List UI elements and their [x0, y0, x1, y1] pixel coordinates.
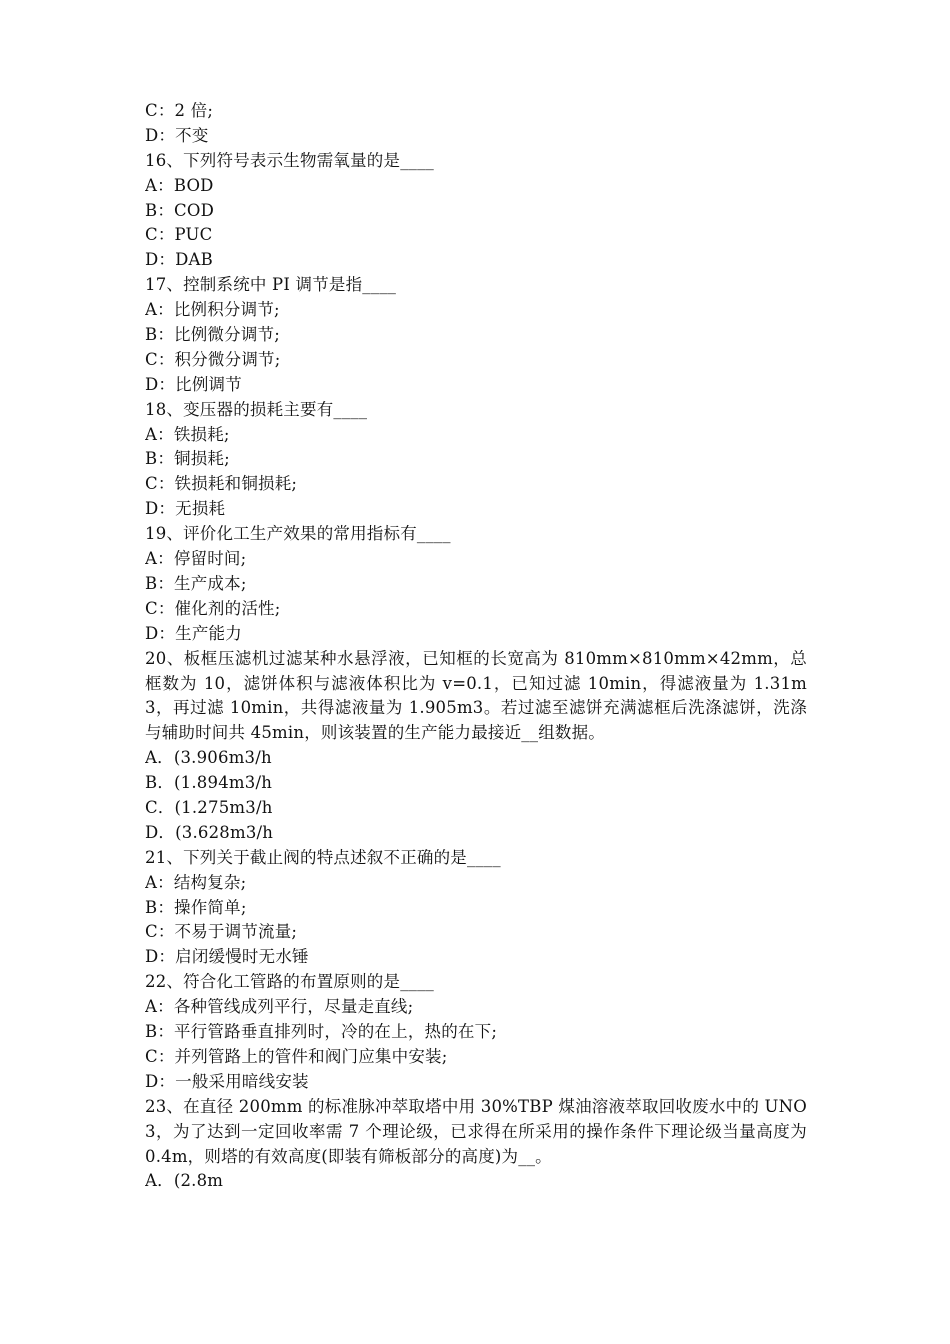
option-a-q20: A．(3.906m3/h	[145, 748, 272, 768]
option-d-q17: D：比例调节	[145, 374, 242, 394]
option-a-q21: A：结构复杂;	[145, 872, 247, 892]
question-17: 17、控制系统中 PI 调节是指____	[145, 275, 397, 295]
question-21: 21、下列关于截止阀的特点述叙不正确的是____	[145, 847, 501, 867]
option-b-q20: B．(1.894m3/h	[145, 773, 273, 793]
question-16: 16、下列符号表示生物需氧量的是____	[145, 150, 434, 170]
option-c-q15: C：2 倍;	[145, 101, 214, 120]
option-c-q22: C：并列管路上的管件和阀门应集中安装;	[145, 1046, 448, 1066]
option-b-q19: B：生产成本;	[145, 573, 247, 593]
document-body	[145, 99, 807, 1194]
option-a-q19: A：停留时间;	[145, 549, 247, 569]
option-a-q16: A：BOD	[145, 175, 214, 195]
question-19: 19、评价化工生产效果的常用指标有____	[145, 524, 451, 544]
question-22: 22、符合化工管路的布置原则的是____	[145, 972, 434, 992]
option-a-q17: A：比例积分调节;	[145, 300, 280, 320]
option-d-q18: D：无损耗	[145, 499, 226, 519]
option-a-q22: A：各种管线成列平行，尽量走直线;	[145, 997, 414, 1017]
option-b-q17: B：比例微分调节;	[145, 325, 280, 345]
option-b-q18: B：铜损耗;	[145, 449, 230, 469]
question-20: 20、板框压滤机过滤某种水悬浮液，已知框的长宽高为 810mm×810mm×42mm，总框数为 10，滤饼体积与滤液体积比为 v=0.1，已知过滤 10min，得滤液量为 1.31m3，再过滤 10min，共得滤液量为 1.905m3。若过滤至滤饼充满滤框后洗涤滤饼，洗涤与辅助时间共 45min，则该装置的生产能力最接近__组数据。	[145, 648, 807, 743]
option-c-q18: C：铁损耗和铜损耗;	[145, 474, 298, 494]
option-d-q21: D：启闭缓慢时无水锤	[145, 947, 309, 967]
option-c-q20: C．(1.275m3/h	[145, 798, 273, 817]
option-c-q17: C：积分微分调节;	[145, 349, 281, 369]
option-b-q16: B：COD	[145, 200, 215, 220]
option-d-q22: D：一般采用暗线安装	[145, 1071, 309, 1091]
question-23: 23、在直径 200mm 的标准脉冲萃取塔中用 30%TBP 煤油溶液萃取回收废水中的 UNO3，为了达到一定回收率需 7 个理论级，已求得在所采用的操作条件下理论级当量高度为 0.4m，则塔的有效高度(即装有筛板部分的高度)为__。	[145, 1096, 807, 1166]
option-a-q23: A．(2.8m	[145, 1171, 224, 1191]
option-c-q19: C：催化剂的活性;	[145, 598, 281, 618]
option-d-q20: D．(3.628m3/h	[145, 822, 274, 842]
option-b-q21: B：操作简单;	[145, 897, 247, 917]
option-b-q22: B：平行管路垂直排列时，冷的在上，热的在下;	[145, 1022, 498, 1042]
question-18: 18、变压器的损耗主要有____	[145, 399, 368, 419]
option-d-q19: D：生产能力	[145, 623, 242, 643]
option-a-q18: A：铁损耗;	[145, 424, 230, 444]
option-d-q16: D：DAB	[145, 250, 213, 270]
option-d-q15: D：不变	[145, 125, 209, 145]
option-c-q21: C：不易于调节流量;	[145, 922, 298, 942]
option-c-q16: C：PUC	[145, 225, 213, 245]
